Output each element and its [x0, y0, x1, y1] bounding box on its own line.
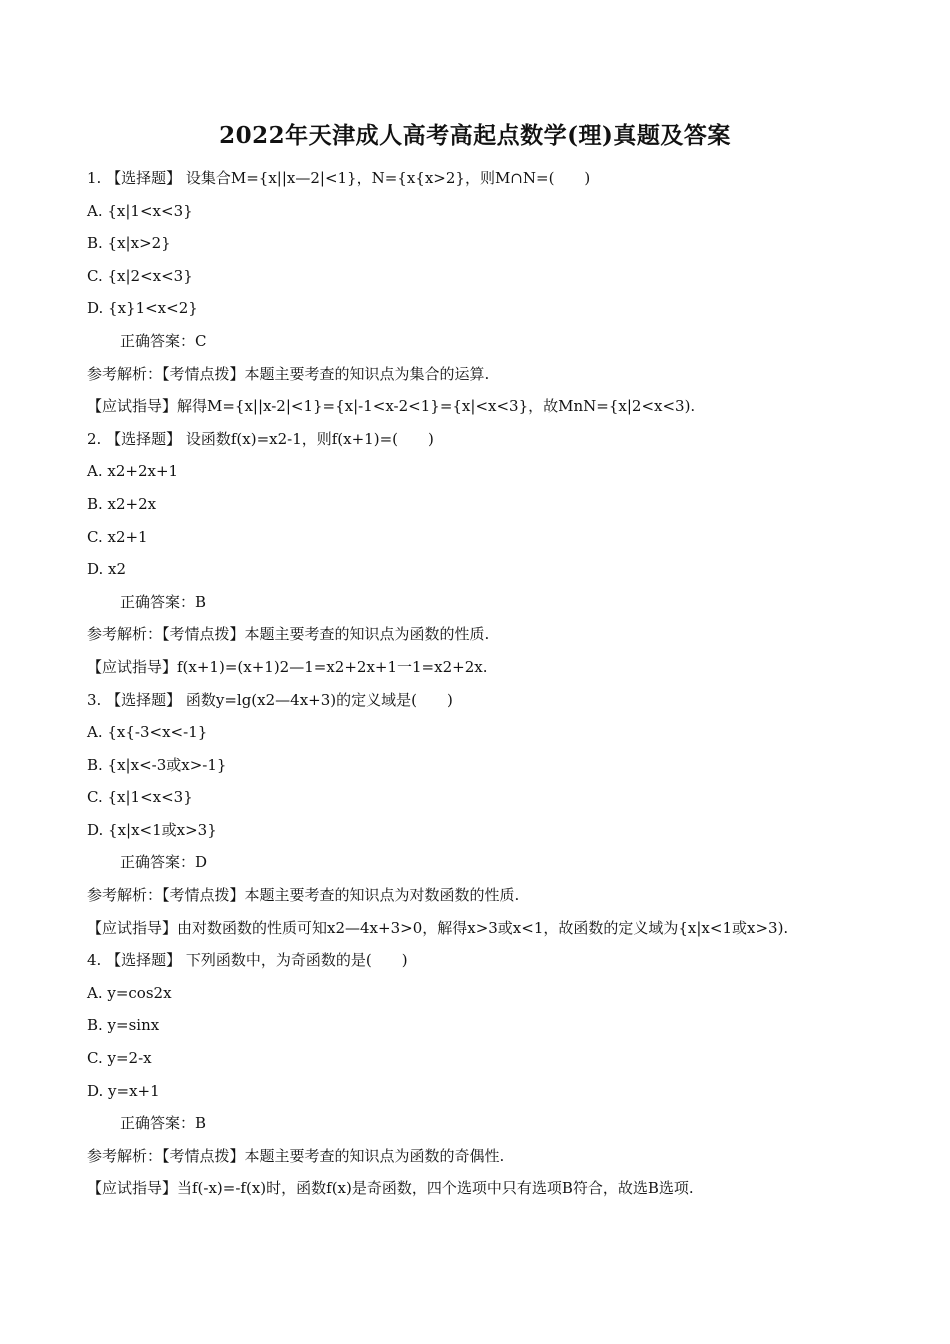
analysis: 参考解析：【考情点拨】本题主要考查的知识点为对数函数的性质.	[87, 886, 520, 905]
analysis: 参考解析：【考情点拨】本题主要考查的知识点为集合的运算.	[87, 364, 490, 383]
exam-guide: 【应试指导】当f(-x)=-f(x)时，函数f(x)是奇函数，四个选项中只有选项B符合，故选B选项.	[87, 1179, 694, 1198]
option-d: D. {x}1<x<2}	[87, 299, 198, 318]
option-b: B. x2+2x	[87, 494, 157, 513]
option-d: D. y=x+1	[87, 1081, 160, 1100]
question-list	[87, 162, 877, 1205]
option-a: A. {x|1<x<3}	[87, 201, 193, 220]
question-3	[87, 684, 877, 945]
page-title: 2022年天津成人高考高起点数学(理)真题及答案	[219, 122, 731, 149]
option-a: A. y=cos2x	[87, 983, 172, 1002]
option-d: D. x2	[87, 560, 127, 579]
option-c: C. {x|1<x<3}	[87, 788, 193, 807]
question-stem: 3. 【选择题】 函数y=lg(x2—4x+3)的定义域是( )	[87, 690, 453, 709]
option-a: A. {x{-3<x<-1}	[87, 723, 208, 742]
option-c: C. {x|2<x<3}	[87, 266, 193, 285]
question-2	[87, 423, 877, 684]
correct-answer: 正确答案：B	[120, 1114, 207, 1133]
exam-guide: 【应试指导】f(x+1)=(x+1)2—1=x2+2x+1一1=x2+2x.	[87, 657, 488, 676]
question-4	[87, 944, 877, 1205]
option-c: C. y=2-x	[87, 1049, 152, 1068]
exam-guide: 【应试指导】由对数函数的性质可知x2—4x+3>0，解得x>3或x<1，故函数的定义域为{x|x<1或x>3).	[87, 918, 789, 937]
exam-guide: 【应试指导】解得M={x||x-2|<1}={x|-1<x-2<1}={x|<x<3}，故MnN={x|2<x<3).	[87, 397, 696, 416]
correct-answer: 正确答案：C	[120, 331, 207, 350]
analysis: 参考解析：【考情点拨】本题主要考查的知识点为函数的奇偶性.	[87, 1146, 505, 1165]
option-b: B. {x|x>2}	[87, 234, 171, 253]
question-stem: 1. 【选择题】 设集合M={x||x—2|<1}，N={x{x>2}，则M∩N=( )	[87, 169, 591, 187]
question-stem: 2. 【选择题】 设函数f(x)=x2-1，则f(x+1)=( )	[87, 429, 434, 448]
option-c: C. x2+1	[87, 527, 148, 546]
correct-answer: 正确答案：B	[120, 592, 207, 611]
option-a: A. x2+2x+1	[87, 462, 179, 481]
question-1	[87, 162, 877, 423]
analysis: 参考解析：【考情点拨】本题主要考查的知识点为函数的性质.	[87, 625, 490, 644]
option-b: B. {x|x<-3或x>-1}	[87, 755, 227, 774]
option-b: B. y=sinx	[87, 1016, 160, 1035]
question-stem: 4. 【选择题】 下列函数中，为奇函数的是( )	[87, 951, 408, 970]
correct-answer: 正确答案：D	[120, 853, 208, 872]
option-d: D. {x|x<1或x>3}	[87, 820, 217, 839]
